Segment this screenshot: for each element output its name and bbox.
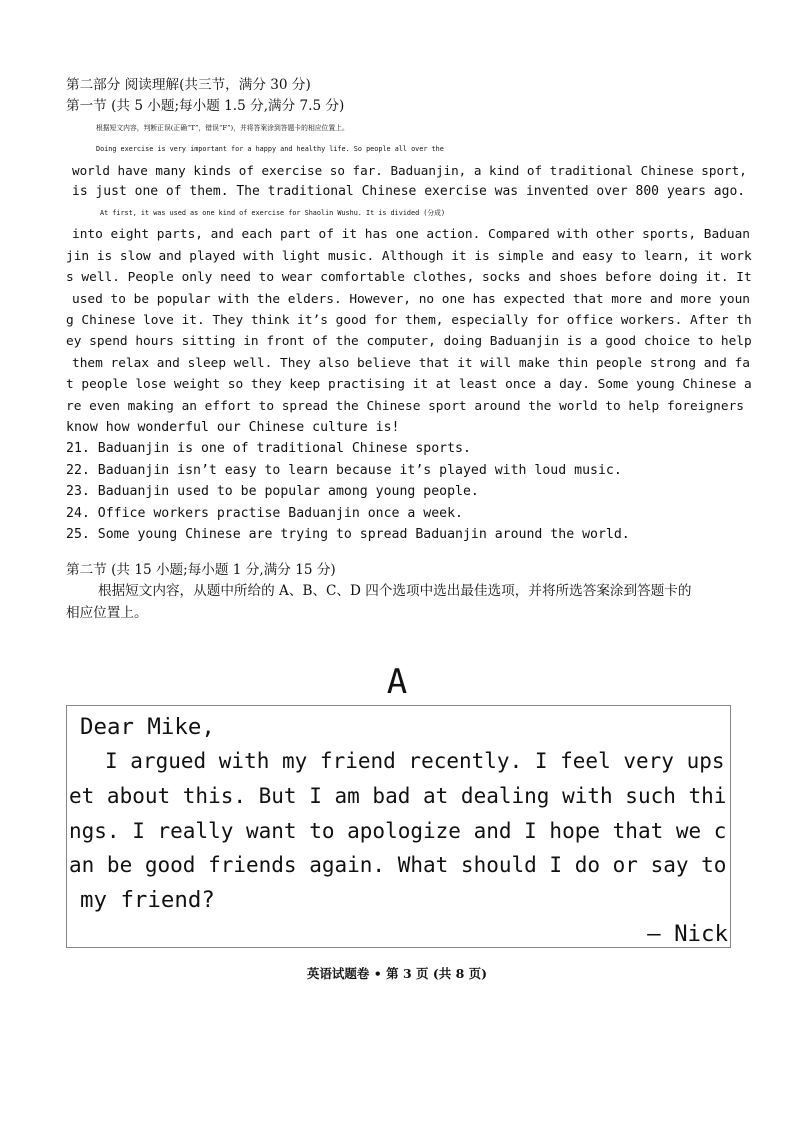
passage-line: know how wonderful our Chinese culture is! [66, 420, 400, 435]
passage-line: world have many kinds of exercise so far. Baduanjin, a kind of traditional Chinese sport, [72, 163, 747, 178]
section1-heading: 第一节 (共 5 小题;每小题 1.5 分,满分 7.5 分) [66, 98, 345, 114]
letter-line: my friend? [80, 887, 215, 913]
passage-line: jin is slow and played with light music. Although it is simple and easy to learn, it work [66, 249, 752, 264]
passage-line: s well. People only need to wear comfortable clothes, socks and shoes before doing it. It [66, 270, 752, 285]
passage-line: At first, it was used as one kind of exercise for Shaolin Wushu. It is divided (分成) [100, 209, 446, 217]
passage-line: into eight parts, and each part of it has one action. Compared with other sports, Baduan [72, 227, 750, 242]
section2-heading: 第二节 (共 15 小题;每小题 1 分,满分 15 分) [66, 562, 336, 578]
letter-greeting: Dear Mike, [80, 714, 215, 740]
passage-line: re even making an effort to spread the Chinese sport around the world to help foreigners [66, 399, 744, 414]
question-25: 25. Some young Chinese are trying to spread Baduanjin around the world. [66, 527, 630, 542]
passage-line: is just one of them. The traditional Chinese exercise was invented over 800 years ago. [72, 184, 746, 199]
section2-instruction: 根据短文内容，从题中所给的 A、B、C、D 四个选项中选出最佳选项，并将所选答案涂到答题卡的 [98, 583, 692, 599]
passage-line: them relax and sleep well. They also believe that it will make thin people strong and fa [72, 356, 750, 371]
passage-line: g Chinese love it. They think it’s good for them, especially for office workers. After th [66, 313, 752, 328]
passage-line: Doing exercise is very important for a happy and healthy life. So people all over the [96, 145, 444, 153]
passage-line: used to be popular with the elders. However, no one has expected that more and more youn [72, 292, 750, 307]
letter-line: ngs. I really want to apologize and I hope that we c [69, 819, 727, 843]
question-23: 23. Baduanjin used to be popular among young people. [66, 484, 479, 499]
section2-instruction-cont: 相应位置上。 [66, 605, 148, 621]
letter-line: an be good friends again. What should I do or say to [69, 853, 727, 877]
letter-signature: — Nick [647, 921, 728, 947]
question-22: 22. Baduanjin isn’t easy to learn because it’s played with loud music. [66, 463, 622, 478]
letter-line: et about this. But I am bad at dealing with such thi [69, 784, 727, 808]
part-heading: 第二部分 阅读理解(共三节，满分 30 分) [66, 77, 311, 93]
section1-instruction: 根据短文内容，判断正误(正确“T”，错误“F”)，并将答案涂到答题卡的相应位置上。 [96, 124, 349, 132]
question-24: 24. Office workers practise Baduanjin once a week. [66, 506, 463, 521]
page-footer: 英语试题卷 • 第 3 页 (共 8 页) [306, 966, 488, 981]
passage-line: t people lose weight so they keep practising it at least once a day. Some young Chinese a [66, 377, 752, 392]
letter-box [66, 705, 731, 948]
passage-a-title: A [386, 662, 408, 702]
letter-line: I argued with my friend recently. I feel very ups [105, 749, 725, 773]
question-21: 21. Baduanjin is one of traditional Chinese sports. [66, 441, 471, 456]
passage-line: ey spend hours sitting in front of the computer, doing Baduanjin is a good choice to help [66, 334, 752, 349]
